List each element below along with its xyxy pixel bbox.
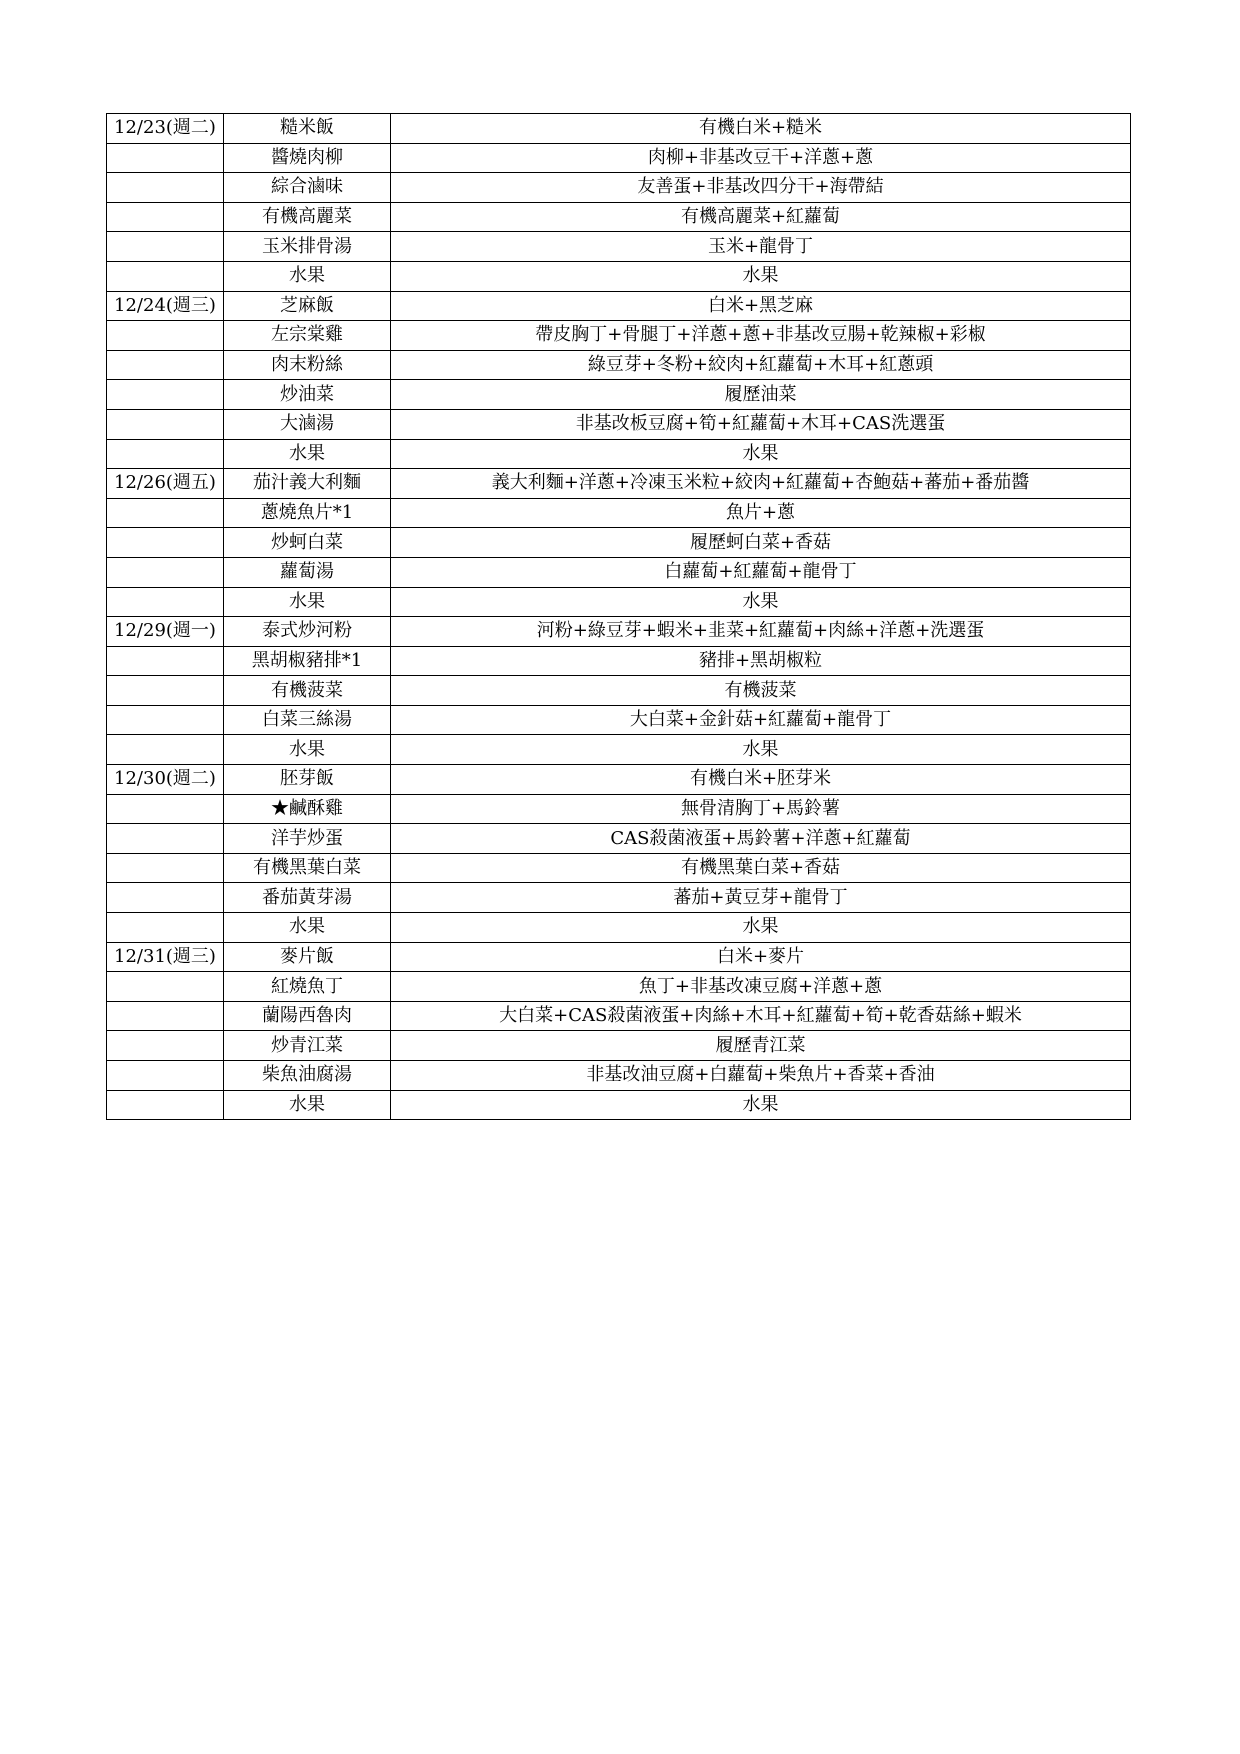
table-row: [107, 528, 1131, 558]
menu-table-body: [107, 114, 1131, 1120]
table-row: [107, 143, 1131, 173]
ingredients-cell: 帶皮胸丁+骨腿丁+洋蔥+蔥+非基改豆腸+乾辣椒+彩椒: [391, 321, 1131, 351]
date-cell: [107, 853, 224, 883]
ingredients-cell: 肉柳+非基改豆干+洋蔥+蔥: [391, 143, 1131, 173]
ingredients-cell: 豬排+黑胡椒粒: [391, 646, 1131, 676]
table-row: [107, 291, 1131, 321]
date-cell: [107, 380, 224, 410]
dish-cell: 白菜三絲湯: [224, 705, 391, 735]
table-row: [107, 380, 1131, 410]
ingredients-cell: 義大利麵+洋蔥+冷凍玉米粒+絞肉+紅蘿蔔+杏鮑菇+蕃茄+番茄醬: [391, 469, 1131, 499]
ingredients-cell: 魚丁+非基改凍豆腐+洋蔥+蔥: [391, 972, 1131, 1002]
date-cell: [107, 1001, 224, 1031]
date-cell: 12/26(週五): [107, 469, 224, 499]
table-row: [107, 1001, 1131, 1031]
dish-cell: 蘿蔔湯: [224, 557, 391, 587]
date-cell: 12/23(週二): [107, 114, 224, 144]
date-cell: [107, 1031, 224, 1061]
dish-cell: 大滷湯: [224, 409, 391, 439]
table-row: [107, 498, 1131, 528]
dish-cell: 有機菠菜: [224, 676, 391, 706]
ingredients-cell: 有機高麗菜+紅蘿蔔: [391, 202, 1131, 232]
table-row: [107, 646, 1131, 676]
date-cell: [107, 913, 224, 943]
date-cell: [107, 676, 224, 706]
table-row: [107, 617, 1131, 647]
table-row: [107, 114, 1131, 144]
date-cell: 12/29(週一): [107, 617, 224, 647]
ingredients-cell: 非基改板豆腐+筍+紅蘿蔔+木耳+CAS洗選蛋: [391, 409, 1131, 439]
dish-cell: 左宗棠雞: [224, 321, 391, 351]
dish-cell: 水果: [224, 261, 391, 291]
dish-cell: 茄汁義大利麵: [224, 469, 391, 499]
dish-cell: 炒油菜: [224, 380, 391, 410]
dish-cell: 柴魚油腐湯: [224, 1061, 391, 1091]
date-cell: [107, 528, 224, 558]
ingredients-cell: 有機白米+胚芽米: [391, 765, 1131, 795]
dish-cell: 黑胡椒豬排*1: [224, 646, 391, 676]
table-row: [107, 587, 1131, 617]
table-row: [107, 824, 1131, 854]
table-row: [107, 735, 1131, 765]
ingredients-cell: 白米+麥片: [391, 942, 1131, 972]
date-cell: [107, 794, 224, 824]
dish-cell: 紅燒魚丁: [224, 972, 391, 1002]
table-row: [107, 1031, 1131, 1061]
dish-cell: 番茄黃芽湯: [224, 883, 391, 913]
ingredients-cell: 蕃茄+黃豆芽+龍骨丁: [391, 883, 1131, 913]
ingredients-cell: 大白菜+CAS殺菌液蛋+肉絲+木耳+紅蘿蔔+筍+乾香菇絲+蝦米: [391, 1001, 1131, 1031]
table-row: [107, 1061, 1131, 1091]
dish-cell: 肉末粉絲: [224, 350, 391, 380]
dish-cell: 水果: [224, 1090, 391, 1120]
ingredients-cell: 有機菠菜: [391, 676, 1131, 706]
dish-cell: 芝麻飯: [224, 291, 391, 321]
ingredients-cell: 魚片+蔥: [391, 498, 1131, 528]
date-cell: [107, 557, 224, 587]
table-row: [107, 350, 1131, 380]
dish-cell: 醬燒肉柳: [224, 143, 391, 173]
table-row: [107, 557, 1131, 587]
date-cell: [107, 646, 224, 676]
table-row: [107, 794, 1131, 824]
table-row: [107, 409, 1131, 439]
date-cell: [107, 173, 224, 203]
ingredients-cell: 履歷蚵白菜+香菇: [391, 528, 1131, 558]
ingredients-cell: 河粉+綠豆芽+蝦米+韭菜+紅蘿蔔+肉絲+洋蔥+洗選蛋: [391, 617, 1131, 647]
table-row: [107, 232, 1131, 262]
ingredients-cell: 水果: [391, 735, 1131, 765]
table-row: [107, 202, 1131, 232]
ingredients-cell: 水果: [391, 261, 1131, 291]
dish-cell: ★鹹酥雞: [224, 794, 391, 824]
dish-cell: 泰式炒河粉: [224, 617, 391, 647]
dish-cell: 糙米飯: [224, 114, 391, 144]
date-cell: [107, 883, 224, 913]
table-row: [107, 913, 1131, 943]
ingredients-cell: 白蘿蔔+紅蘿蔔+龍骨丁: [391, 557, 1131, 587]
date-cell: [107, 143, 224, 173]
date-cell: [107, 439, 224, 469]
date-cell: [107, 705, 224, 735]
date-cell: [107, 1090, 224, 1120]
ingredients-cell: 水果: [391, 913, 1131, 943]
date-cell: [107, 321, 224, 351]
dish-cell: 水果: [224, 735, 391, 765]
date-cell: [107, 409, 224, 439]
dish-cell: 蔥燒魚片*1: [224, 498, 391, 528]
dish-cell: 有機高麗菜: [224, 202, 391, 232]
table-row: [107, 1090, 1131, 1120]
dish-cell: 胚芽飯: [224, 765, 391, 795]
table-row: [107, 705, 1131, 735]
table-row: [107, 942, 1131, 972]
table-row: [107, 676, 1131, 706]
date-cell: [107, 261, 224, 291]
dish-cell: 炒青江菜: [224, 1031, 391, 1061]
dish-cell: 蘭陽西魯肉: [224, 1001, 391, 1031]
ingredients-cell: CAS殺菌液蛋+馬鈴薯+洋蔥+紅蘿蔔: [391, 824, 1131, 854]
dish-cell: 水果: [224, 587, 391, 617]
dish-cell: 水果: [224, 439, 391, 469]
ingredients-cell: 水果: [391, 439, 1131, 469]
date-cell: [107, 350, 224, 380]
dish-cell: 麥片飯: [224, 942, 391, 972]
ingredients-cell: 水果: [391, 1090, 1131, 1120]
ingredients-cell: 無骨清胸丁+馬鈴薯: [391, 794, 1131, 824]
dish-cell: 綜合滷味: [224, 173, 391, 203]
ingredients-cell: 水果: [391, 587, 1131, 617]
dish-cell: 玉米排骨湯: [224, 232, 391, 262]
date-cell: [107, 202, 224, 232]
ingredients-cell: 有機黑葉白菜+香菇: [391, 853, 1131, 883]
dish-cell: 炒蚵白菜: [224, 528, 391, 558]
table-row: [107, 439, 1131, 469]
ingredients-cell: 友善蛋+非基改四分干+海帶結: [391, 173, 1131, 203]
ingredients-cell: 履歷青江菜: [391, 1031, 1131, 1061]
date-cell: [107, 824, 224, 854]
date-cell: [107, 972, 224, 1002]
ingredients-cell: 履歷油菜: [391, 380, 1131, 410]
date-cell: 12/31(週三): [107, 942, 224, 972]
table-row: [107, 853, 1131, 883]
dish-cell: 水果: [224, 913, 391, 943]
date-cell: [107, 232, 224, 262]
ingredients-cell: 玉米+龍骨丁: [391, 232, 1131, 262]
date-cell: [107, 498, 224, 528]
table-row: [107, 883, 1131, 913]
date-cell: [107, 1061, 224, 1091]
table-row: [107, 321, 1131, 351]
date-cell: [107, 735, 224, 765]
menu-table: [106, 113, 1131, 1120]
ingredients-cell: 綠豆芽+冬粉+絞肉+紅蘿蔔+木耳+紅蔥頭: [391, 350, 1131, 380]
date-cell: 12/30(週二): [107, 765, 224, 795]
ingredients-cell: 有機白米+糙米: [391, 114, 1131, 144]
ingredients-cell: 大白菜+金針菇+紅蘿蔔+龍骨丁: [391, 705, 1131, 735]
table-row: [107, 765, 1131, 795]
ingredients-cell: 非基改油豆腐+白蘿蔔+柴魚片+香菜+香油: [391, 1061, 1131, 1091]
table-row: [107, 972, 1131, 1002]
dish-cell: 有機黑葉白菜: [224, 853, 391, 883]
date-cell: [107, 587, 224, 617]
table-row: [107, 469, 1131, 499]
table-row: [107, 261, 1131, 291]
dish-cell: 洋芋炒蛋: [224, 824, 391, 854]
table-row: [107, 173, 1131, 203]
date-cell: 12/24(週三): [107, 291, 224, 321]
ingredients-cell: 白米+黑芝麻: [391, 291, 1131, 321]
